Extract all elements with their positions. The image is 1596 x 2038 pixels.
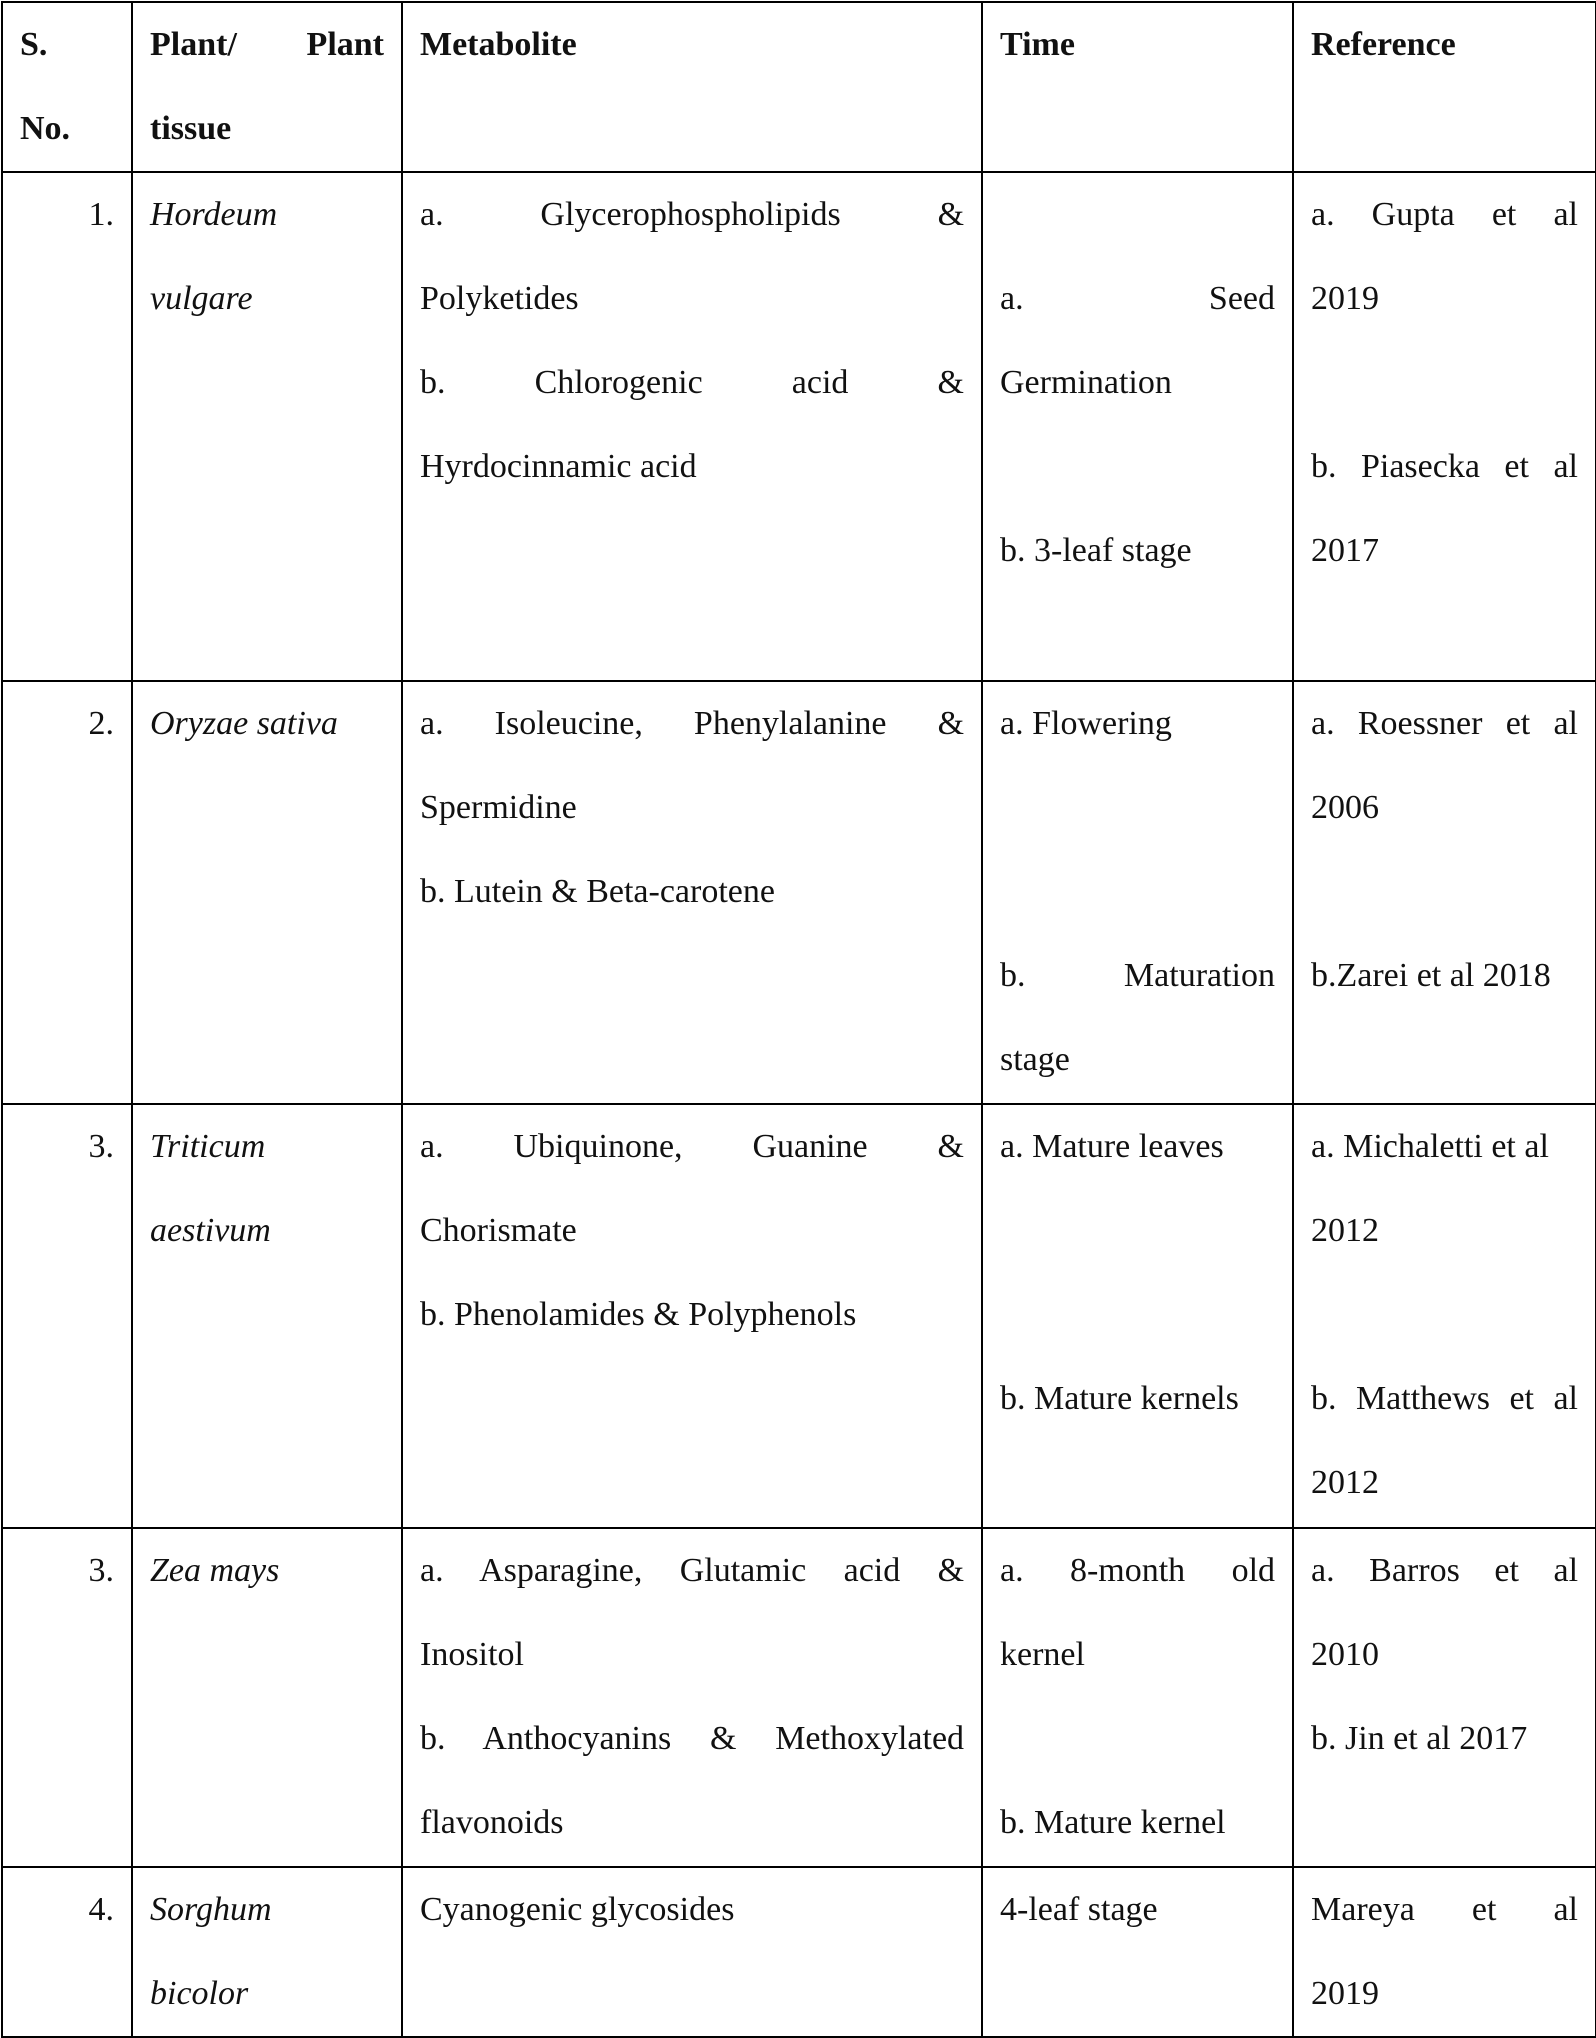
metabolite-cell: a. Ubiquinone, Guanine & Chorismate b. Phenolamides & Polyphenols <box>402 1104 982 1528</box>
time-cell: 4-leaf stage <box>982 1867 1293 2037</box>
plant-cell: Triticum aestivum <box>132 1104 402 1528</box>
table-row <box>2 681 1596 1104</box>
metabolite-table <box>1 1 1596 2038</box>
metabolite-cell: Cyanogenic glycosides <box>402 1867 982 2037</box>
plant-cell: Sorghum bicolor <box>132 1867 402 2037</box>
plant-cell: Zea mays <box>132 1528 402 1867</box>
time-cell: a. Seed Germination b. 3-leaf stage <box>982 172 1293 681</box>
reference-cell: a. Gupta et al 2019 b. Piasecka et al 2017 <box>1293 172 1596 681</box>
reference-cell: a. Roessner et al 2006 b.Zarei et al 2018 <box>1293 681 1596 1104</box>
metabolite-cell: a. Isoleucine, Phenylalanine & Spermidine b. Lutein & Beta-carotene <box>402 681 982 1104</box>
reference-cell: a. Michaletti et al 2012 b. Matthews et al 2012 <box>1293 1104 1596 1528</box>
row-number: 3. <box>2 1104 132 1528</box>
time-cell: a. Flowering b. Maturation stage <box>982 681 1293 1104</box>
row-number: 3. <box>2 1528 132 1867</box>
table-row <box>2 1104 1596 1528</box>
time-cell: a. Mature leaves b. Mature kernels <box>982 1104 1293 1528</box>
table-row <box>2 1867 1596 2037</box>
header-time: Time <box>982 2 1293 172</box>
time-cell: a. 8-month old kernel b. Mature kernel <box>982 1528 1293 1867</box>
row-number: 4. <box>2 1867 132 2037</box>
header-metabolite: Metabolite <box>402 2 982 172</box>
plant-cell: Oryzae sativa <box>132 681 402 1104</box>
row-number: 2. <box>2 681 132 1104</box>
reference-cell: Mareya et al 2019 <box>1293 1867 1596 2037</box>
header-reference: Reference <box>1293 2 1596 172</box>
row-number: 1. <box>2 172 132 681</box>
metabolite-cell: a. Asparagine, Glutamic acid & Inositol b. Anthocyanins & Methoxylated flavonoids <box>402 1528 982 1867</box>
header-sno: S. No. <box>2 2 132 172</box>
table-row <box>2 172 1596 681</box>
header-plant: Plant/ Plant tissue <box>132 2 402 172</box>
header-row <box>2 2 1596 172</box>
plant-cell: Hordeum vulgare <box>132 172 402 681</box>
reference-cell: a. Barros et al 2010 b. Jin et al 2017 <box>1293 1528 1596 1867</box>
table-row <box>2 1528 1596 1867</box>
metabolite-cell: a. Glycerophospholipids & Polyketides b. Chlorogenic acid & Hyrdocinnamic acid <box>402 172 982 681</box>
